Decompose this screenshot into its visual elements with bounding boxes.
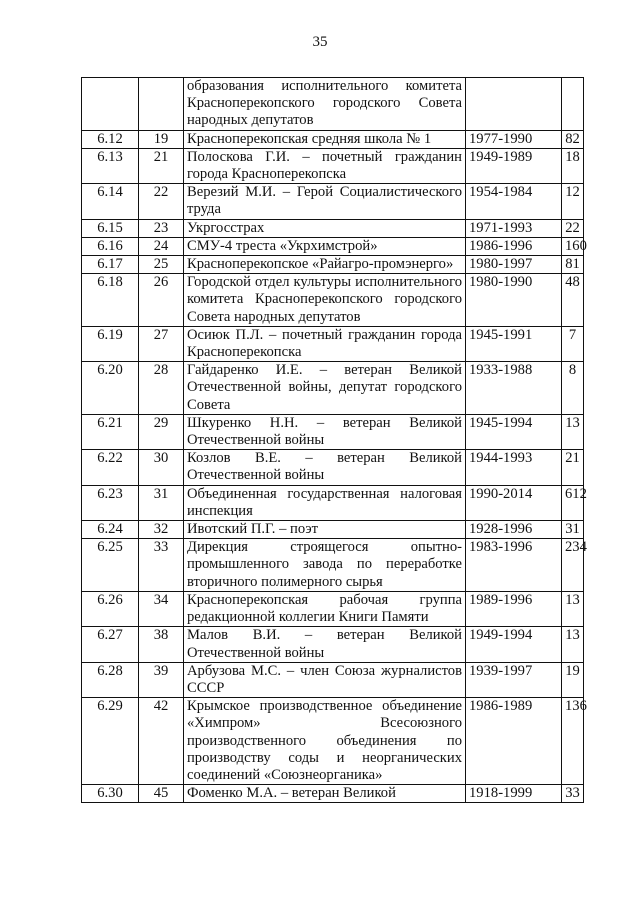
years-cell: 1918-1999 <box>466 785 562 803</box>
fund-number-cell: 30 <box>139 450 184 485</box>
table-row <box>82 362 584 415</box>
row-number-cell: 6.28 <box>82 662 139 697</box>
fund-number-cell: 29 <box>139 414 184 449</box>
table-row <box>82 219 584 237</box>
years-cell: 1983-1996 <box>466 539 562 592</box>
years-cell: 1980-1990 <box>466 274 562 327</box>
fund-number-cell: 19 <box>139 130 184 148</box>
fund-name-cell: Объединенная государственная налоговая инспекция <box>184 485 466 520</box>
row-number-cell: 6.24 <box>82 521 139 539</box>
table-row-continuation <box>82 78 584 131</box>
count-cell: 13 <box>562 414 584 449</box>
years-cell: 1986-1996 <box>466 237 562 255</box>
fund-name-cell: Полоскова Г.И. – почетный гражданин города Красноперекопска <box>184 148 466 183</box>
fund-number-cell: 39 <box>139 662 184 697</box>
row-number-cell: 6.22 <box>82 450 139 485</box>
count-cell: 22 <box>562 219 584 237</box>
fund-number-cell: 23 <box>139 219 184 237</box>
row-number-cell: 6.23 <box>82 485 139 520</box>
fund-name-cell: Малов В.И. – ветеран Великой Отечественной войны <box>184 627 466 662</box>
fund-number-cell: 38 <box>139 627 184 662</box>
fund-name-line: образования исполнительного комитета <box>187 78 462 94</box>
row-number-cell: 6.15 <box>82 219 139 237</box>
count-cell: 13 <box>562 627 584 662</box>
fund-number-cell <box>139 78 184 131</box>
row-number-cell: 6.14 <box>82 184 139 219</box>
fund-name-cell: Городской отдел культуры исполнительного комитета Красноперекопского городского Совета народных депутатов <box>184 274 466 327</box>
table-row <box>82 785 584 803</box>
fund-name-cell: Козлов В.Е. – ветеран Великой Отечественной войны <box>184 450 466 485</box>
row-number-cell: 6.19 <box>82 326 139 361</box>
fund-name-cell: СМУ-4 треста «Укрхимстрой» <box>184 237 466 255</box>
fund-number-cell: 22 <box>139 184 184 219</box>
fund-number-cell: 31 <box>139 485 184 520</box>
row-number-cell: 6.16 <box>82 237 139 255</box>
table-row <box>82 450 584 485</box>
fund-name-cell: Фоменко М.А. – ветеран Великой <box>184 785 466 803</box>
row-number-cell <box>82 78 139 131</box>
years-cell: 1980-1997 <box>466 256 562 274</box>
count-cell: 21 <box>562 450 584 485</box>
row-number-cell: 6.13 <box>82 148 139 183</box>
table-row <box>82 662 584 697</box>
years-cell <box>466 78 562 131</box>
count-cell: 19 <box>562 662 584 697</box>
years-cell: 1928-1996 <box>466 521 562 539</box>
row-number-cell: 6.21 <box>82 414 139 449</box>
table-row <box>82 414 584 449</box>
count-cell: 612 <box>562 485 584 520</box>
years-cell: 1949-1994 <box>466 627 562 662</box>
fund-number-cell: 21 <box>139 148 184 183</box>
count-cell: 12 <box>562 184 584 219</box>
fund-name-line: Красноперекопского городского Совета <box>187 95 462 112</box>
row-number-cell: 6.29 <box>82 698 139 785</box>
count-cell: 18 <box>562 148 584 183</box>
fund-name-cell: Укргосстрах <box>184 219 466 237</box>
fund-number-cell: 42 <box>139 698 184 785</box>
fund-name-cell: Красноперекопская средняя школа № 1 <box>184 130 466 148</box>
count-cell: 8 <box>562 362 584 415</box>
years-cell: 1990-2014 <box>466 485 562 520</box>
table-row <box>82 237 584 255</box>
count-cell <box>562 78 584 131</box>
fund-number-cell: 26 <box>139 274 184 327</box>
fund-name-cell <box>184 78 466 131</box>
fund-number-cell: 45 <box>139 785 184 803</box>
row-number-cell: 6.26 <box>82 591 139 626</box>
fund-number-cell: 33 <box>139 539 184 592</box>
count-cell: 136 <box>562 698 584 785</box>
fund-name-cell: Осиюк П.Л. – почетный гражданин города Красноперекопска <box>184 326 466 361</box>
fund-registry-table <box>81 77 587 803</box>
table-row <box>82 698 584 785</box>
fund-name-cell: Шкуренко Н.Н. – ветеран Великой Отечественной войны <box>184 414 466 449</box>
count-cell: 234 <box>562 539 584 592</box>
years-cell: 1945-1994 <box>466 414 562 449</box>
count-cell: 33 <box>562 785 584 803</box>
years-cell: 1949-1989 <box>466 148 562 183</box>
row-number-cell: 6.27 <box>82 627 139 662</box>
count-cell: 13 <box>562 591 584 626</box>
fund-number-cell: 32 <box>139 521 184 539</box>
fund-name-cell: Арбузова М.С. – член Союза журналистов СССР <box>184 662 466 697</box>
count-cell: 7 <box>562 326 584 361</box>
table-row <box>82 184 584 219</box>
table-row <box>82 485 584 520</box>
fund-number-cell: 28 <box>139 362 184 415</box>
table-row <box>82 256 584 274</box>
years-cell: 1933-1988 <box>466 362 562 415</box>
row-number-cell: 6.25 <box>82 539 139 592</box>
row-number-cell: 6.20 <box>82 362 139 415</box>
fund-number-cell: 25 <box>139 256 184 274</box>
page-number: 35 <box>312 34 328 50</box>
years-cell: 1977-1990 <box>466 130 562 148</box>
count-cell: 81 <box>562 256 584 274</box>
table-row <box>82 627 584 662</box>
count-cell: 82 <box>562 130 584 148</box>
count-cell: 160 <box>562 237 584 255</box>
fund-name-cell: Красноперекопское «Райагро-промэнерго» <box>184 256 466 274</box>
row-number-cell: 6.17 <box>82 256 139 274</box>
row-number-cell: 6.12 <box>82 130 139 148</box>
row-number-cell: 6.30 <box>82 785 139 803</box>
fund-name-cell: Гайдаренко И.Е. – ветеран Великой Отечественной войны, депутат городского Совета <box>184 362 466 415</box>
table-row <box>82 591 584 626</box>
fund-number-cell: 27 <box>139 326 184 361</box>
years-cell: 1945-1991 <box>466 326 562 361</box>
fund-name-line: народных депутатов <box>187 112 314 129</box>
table-row <box>82 521 584 539</box>
years-cell: 1939-1997 <box>466 662 562 697</box>
row-number-cell: 6.18 <box>82 274 139 327</box>
years-cell: 1986-1989 <box>466 698 562 785</box>
fund-name-cell: Верезий М.И. – Герой Социалистического труда <box>184 184 466 219</box>
fund-name-cell: Дирекция строящегося опытно-промышленного завода по переработке вторичного полимерного сырья <box>184 539 466 592</box>
fund-name-cell: Крымское производственное объединение «Химпром» Всесоюзного производственного объединения по производству соды и неорганических соединений «Союзнеорганика» <box>184 698 466 785</box>
years-cell: 1971-1993 <box>466 219 562 237</box>
table-row <box>82 130 584 148</box>
fund-number-cell: 24 <box>139 237 184 255</box>
table-row <box>82 148 584 183</box>
years-cell: 1989-1996 <box>466 591 562 626</box>
years-cell: 1944-1993 <box>466 450 562 485</box>
table-row <box>82 539 584 592</box>
count-cell: 48 <box>562 274 584 327</box>
count-cell: 31 <box>562 521 584 539</box>
table-row <box>82 274 584 327</box>
fund-name-cell: Ивотский П.Г. – поэт <box>184 521 466 539</box>
years-cell: 1954-1984 <box>466 184 562 219</box>
table-row <box>82 326 584 361</box>
fund-number-cell: 34 <box>139 591 184 626</box>
fund-name-cell: Красноперекопская рабочая группа редакционной коллегии Книги Памяти <box>184 591 466 626</box>
